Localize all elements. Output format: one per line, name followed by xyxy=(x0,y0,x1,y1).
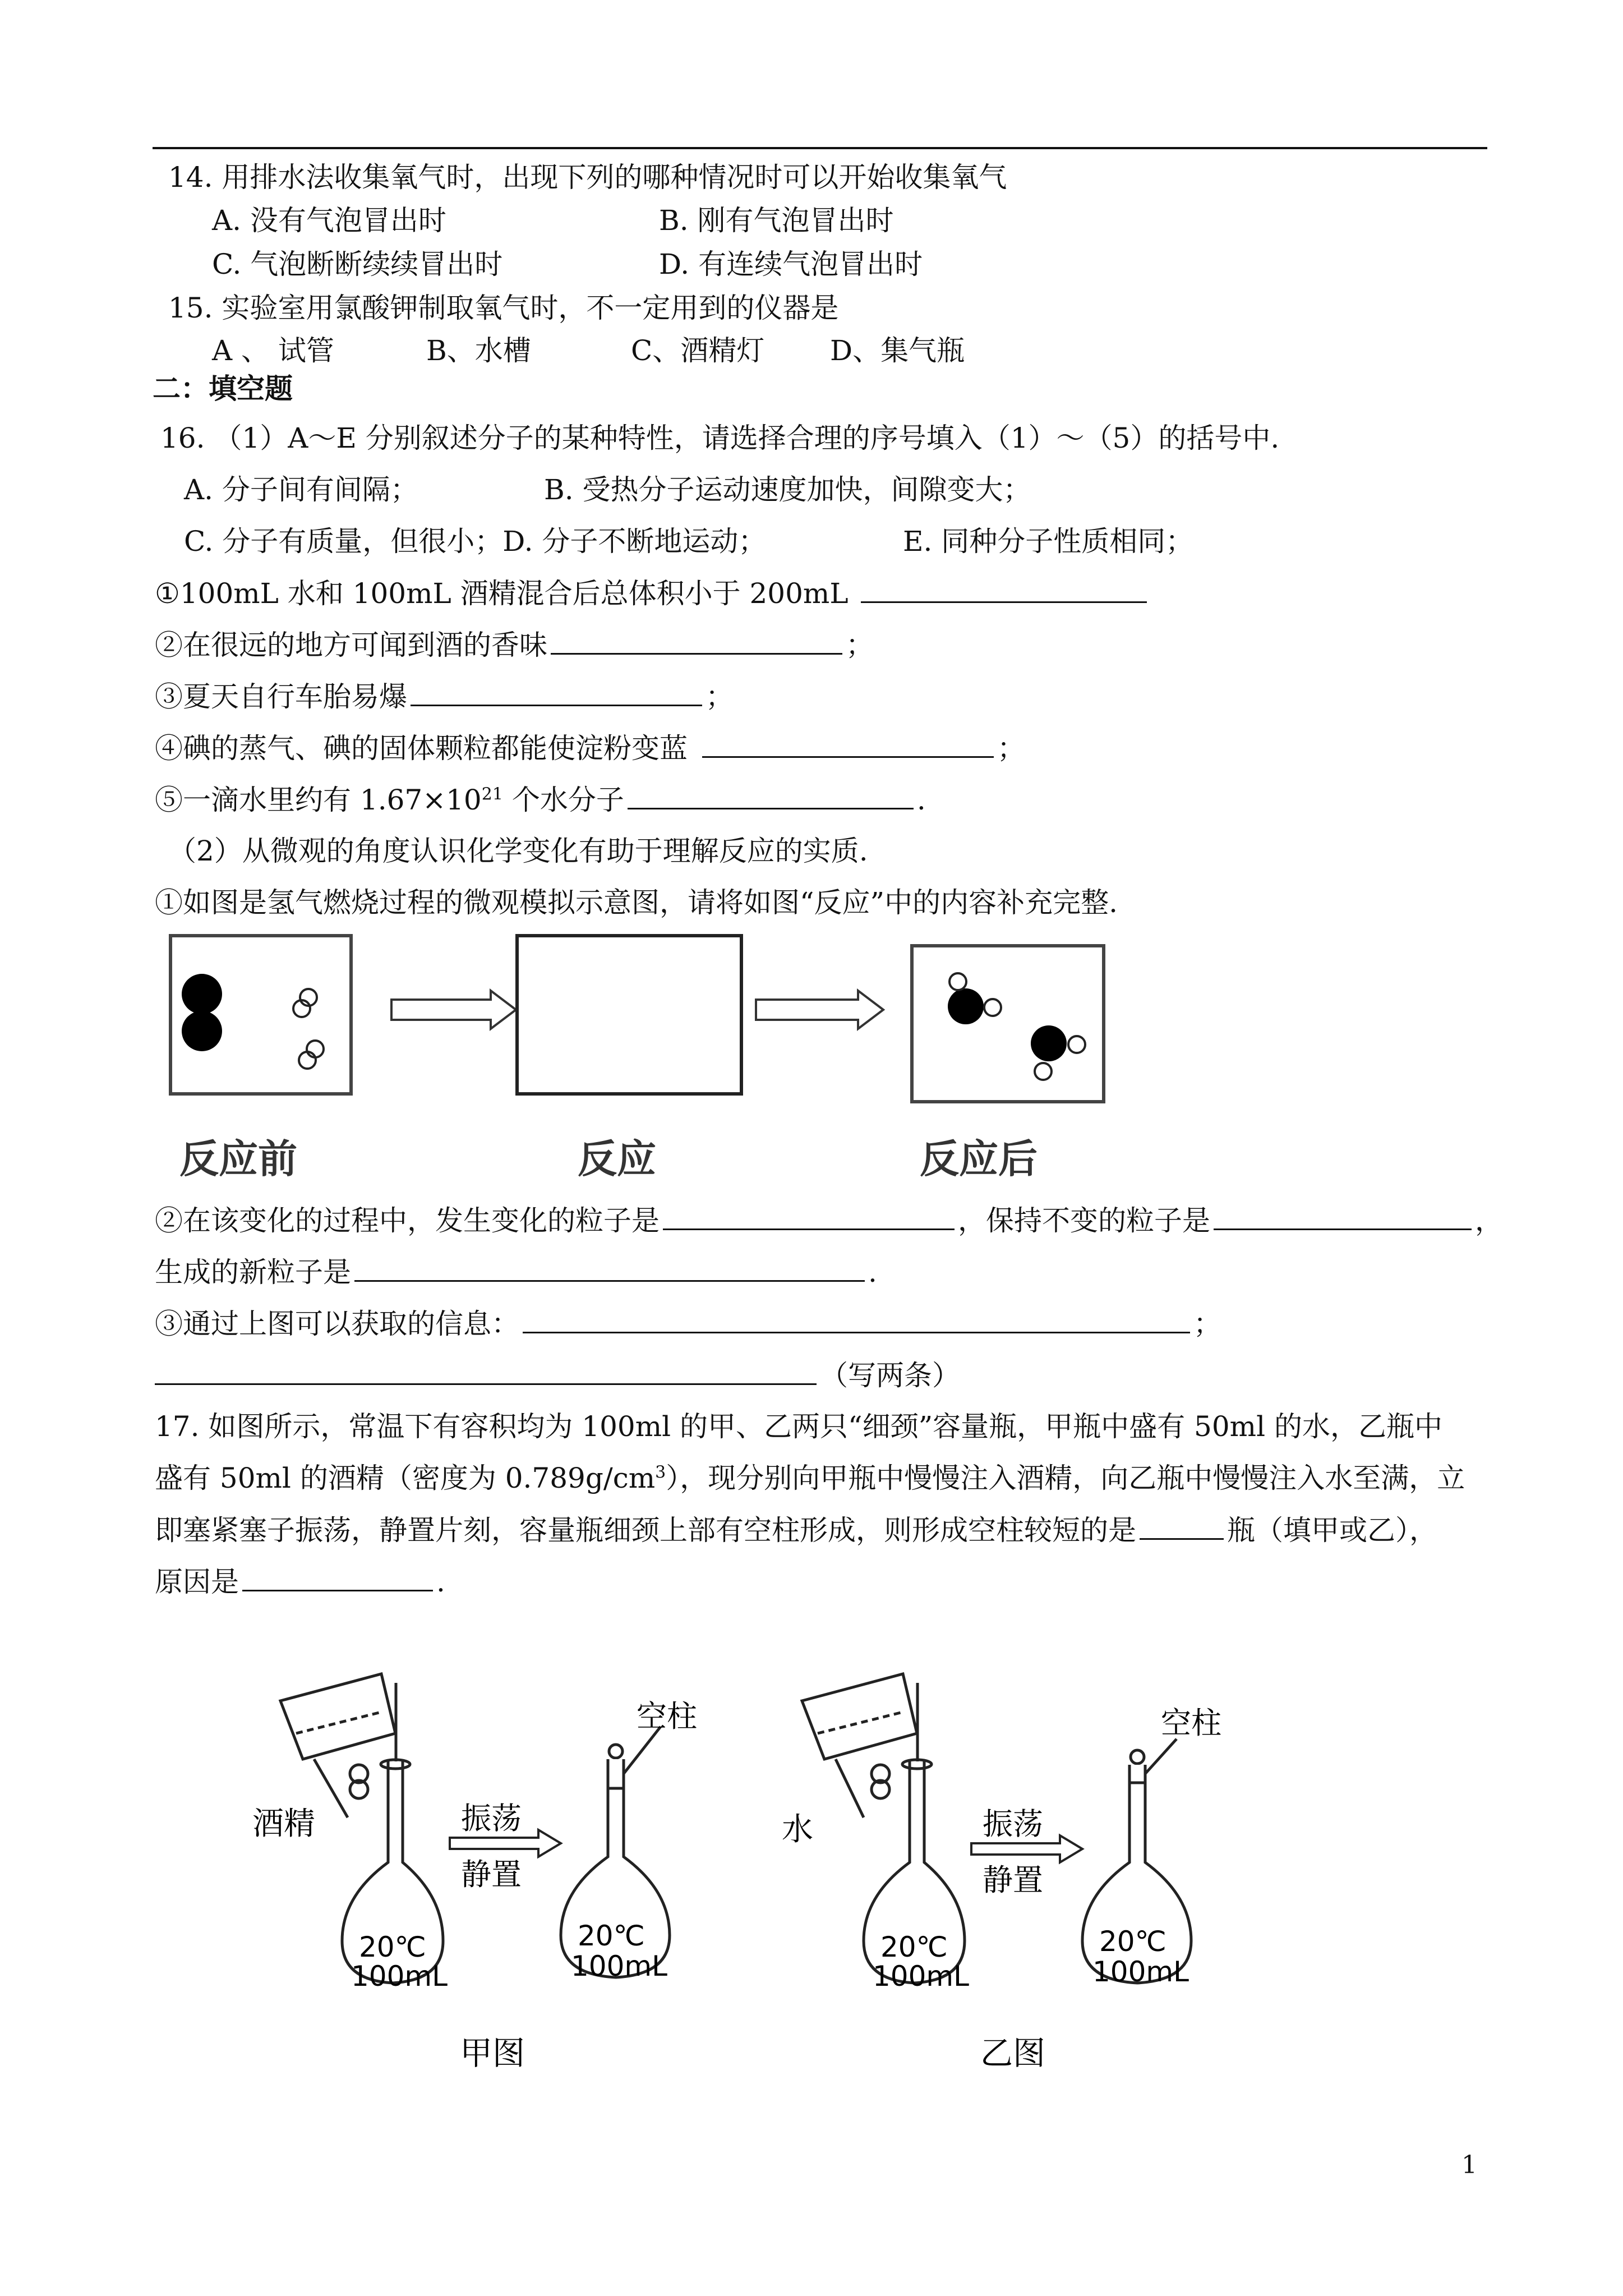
answer-blank[interactable] xyxy=(702,730,994,758)
q16-item-5-tail: 个水分子 xyxy=(502,784,624,816)
label-air-column: 空柱 xyxy=(637,1699,697,1734)
q17-line-4: 原因是 . xyxy=(155,1564,445,1599)
q17-line-3-tail: 瓶（填甲或乙）， xyxy=(1227,1514,1437,1547)
q16-item-4-text: ④碘的蒸气、碘的固体颗粒都能使淀粉变蓝 xyxy=(155,732,688,765)
q17-line-3-text: 即塞紧塞子振荡，静置片刻，容量瓶细颈上部有空柱形成，则形成空柱较短的是 xyxy=(155,1514,1136,1547)
oxygen-atom xyxy=(182,1011,222,1051)
q16-option-b: B. 受热分子运动速度加快，间隙变大； xyxy=(544,473,1031,506)
q16-option-a: A. 分子间有间隔； xyxy=(184,473,418,506)
after-box xyxy=(912,946,1104,1102)
q16-part2-q3-cont xyxy=(155,1358,960,1393)
q16-option-e: E. 同种分子性质相同； xyxy=(903,525,1194,558)
stopper-icon xyxy=(1131,1750,1144,1764)
oxygen-atom xyxy=(948,988,984,1024)
q15-stem: 15. 实验室用氯酸钾制取氧气时，不一定用到的仪器是 xyxy=(168,292,839,324)
label-figure-jia: 甲图 xyxy=(460,2034,525,2072)
q16-item-5: ⑤一滴水里约有 $1.67\times 10^{21}$ 个水分子 . xyxy=(155,782,926,817)
label-temp: 20℃ xyxy=(578,1920,645,1952)
q17-line-2-tail: ），现分别向甲瓶中慢慢注入酒精，向乙瓶中慢慢注入水至满，立 xyxy=(666,1462,1465,1494)
answer-blank[interactable] xyxy=(354,1254,865,1282)
flask-diagram xyxy=(241,1649,1295,2076)
arrow-right-icon xyxy=(391,991,516,1029)
answer-blank[interactable] xyxy=(663,1203,955,1230)
q16-item-4: ④碘的蒸气、碘的固体颗粒都能使淀粉变蓝 ； xyxy=(155,730,1025,766)
answer-blank[interactable] xyxy=(861,576,1147,603)
label-air-column: 空柱 xyxy=(1161,1705,1221,1741)
stopper-icon xyxy=(609,1745,623,1758)
q14-option-d: D. 有连续气泡冒出时 xyxy=(659,248,923,280)
q16-option-cd: C. 分子有质量，但很小；D. 分子不断地运动； xyxy=(184,525,767,558)
q15-option-c: C、酒精灯 xyxy=(631,334,765,367)
label-stand: 静置 xyxy=(461,1857,522,1892)
label-temp: 20℃ xyxy=(880,1931,948,1963)
q17-line-2-text: 盛有 50ml 的酒精（密度为 0.789g/cm xyxy=(155,1462,656,1494)
q16-part2-q3: ③通过上图可以获取的信息： ； xyxy=(155,1306,1221,1341)
label-temp: 20℃ xyxy=(1099,1925,1166,1958)
q16-item-5-text: ⑤一滴水里约有 1.67×10 xyxy=(155,784,482,816)
q16-item-1-text: ①100mL 水和 100mL 酒精混合后总体积小于 200mL xyxy=(155,577,849,610)
beaker-icon xyxy=(802,1674,917,1759)
exponent: 21 xyxy=(481,784,503,804)
hydrogen-atom xyxy=(1068,1036,1085,1053)
q15-option-a: A 、 试管 xyxy=(212,334,334,367)
label-before: 反应前 xyxy=(179,1136,297,1182)
section-heading: 二：填空题 xyxy=(153,372,293,405)
q17-line-3 xyxy=(155,1512,1437,1548)
hydrogen-atom xyxy=(1035,1063,1052,1080)
q16-part2-q2-cont: 生成的新粒子是 . xyxy=(155,1254,877,1290)
header-rule xyxy=(153,147,1487,149)
label-figure-yi: 乙图 xyxy=(980,2034,1046,2072)
q16-part2-q2-text-b: ，保持不变的粒子是 xyxy=(958,1204,1210,1237)
answer-blank[interactable] xyxy=(411,679,702,706)
q17-line-4-text: 原因是 xyxy=(155,1566,239,1598)
label-shake: 振荡 xyxy=(983,1806,1043,1842)
oxygen-atom xyxy=(182,974,222,1014)
q14-option-c: C. 气泡断断续续冒出时 xyxy=(212,248,503,280)
label-volume: 100mL xyxy=(873,1960,969,1993)
q15-option-b: B、水槽 xyxy=(426,334,531,367)
q17-line-1: 17. 如图所示，常温下有容积均为 100ml 的甲、乙两只“细颈”容量瓶，甲瓶中盛有 50ml 的水，乙瓶中 xyxy=(155,1410,1442,1443)
hydrogen-atom xyxy=(984,999,1001,1016)
q14-option-a: A. 没有气泡冒出时 xyxy=(212,204,446,237)
label-water: 水 xyxy=(782,1811,813,1848)
q16-part2-q1: ①如图是氢气燃烧过程的微观模拟示意图，请将如图“反应”中的内容补充完整. xyxy=(155,886,1118,919)
q16-item-2-text: ②在很远的地方可闻到酒的香味 xyxy=(155,629,547,661)
label-volume: 100mL xyxy=(351,1960,448,1993)
label-stand: 静置 xyxy=(983,1862,1043,1898)
label-temp: 20℃ xyxy=(359,1931,426,1963)
oxygen-atom xyxy=(1031,1025,1067,1061)
answer-blank[interactable] xyxy=(155,1358,817,1385)
q14-stem: 14. 用排水法收集氧气时，出现下列的哪种情况时可以开始收集氧气 xyxy=(168,161,1007,194)
label-volume: 100mL xyxy=(1092,1955,1189,1988)
q16-part2: （2）从微观的角度认识化学变化有助于理解反应的实质. xyxy=(168,835,868,867)
q16-part2-q2-text-c: 生成的新粒子是 xyxy=(155,1256,351,1289)
q16-part2-q2: ②在该变化的过程中，发生变化的粒子是 ，保持不变的粒子是 ， xyxy=(155,1203,1503,1238)
label-volume: 100mL xyxy=(571,1950,667,1982)
answer-blank[interactable] xyxy=(551,627,842,655)
q16-item-2: ②在很远的地方可闻到酒的香味 ； xyxy=(155,627,874,662)
exponent: 3 xyxy=(655,1462,666,1483)
page-number: 1 xyxy=(1461,2151,1477,2179)
q16-part2-q3-text: ③通过上图可以获取的信息： xyxy=(155,1308,519,1340)
label-alcohol: 酒精 xyxy=(252,1806,315,1842)
answer-blank[interactable] xyxy=(1214,1203,1472,1230)
label-after: 反应后 xyxy=(920,1136,1038,1182)
q15-option-d: D、集气瓶 xyxy=(830,334,965,367)
q16-item-3-text: ③夏天自行车胎易爆 xyxy=(155,680,407,713)
label-reaction: 反应 xyxy=(578,1136,656,1182)
q16-item-1 xyxy=(155,576,1150,611)
write-two-note: （写两条） xyxy=(820,1359,960,1392)
q16-part2-q2-text: ②在该变化的过程中，发生变化的粒子是 xyxy=(155,1204,660,1237)
label-shake: 振荡 xyxy=(461,1801,522,1836)
answer-blank[interactable] xyxy=(523,1306,1190,1333)
q17-line-2 xyxy=(155,1461,1465,1496)
answer-blank[interactable] xyxy=(1140,1512,1224,1540)
answer-blank[interactable] xyxy=(628,782,914,809)
q16-item-3: ③夏天自行车胎易爆 ； xyxy=(155,679,734,714)
q14-option-b: B. 刚有气泡冒出时 xyxy=(659,204,894,237)
answer-blank[interactable] xyxy=(242,1564,433,1591)
beaker-icon xyxy=(280,1674,395,1759)
reaction-blank-box xyxy=(517,936,741,1094)
hydrogen-atom xyxy=(949,973,966,990)
arrow-right-icon xyxy=(756,991,883,1029)
q16-intro: 16. （1）A～E 分别叙述分子的某种特性，请选择合理的序号填入（1）～（5）的括号中. xyxy=(160,422,1280,454)
reaction-diagram xyxy=(163,926,1127,1189)
